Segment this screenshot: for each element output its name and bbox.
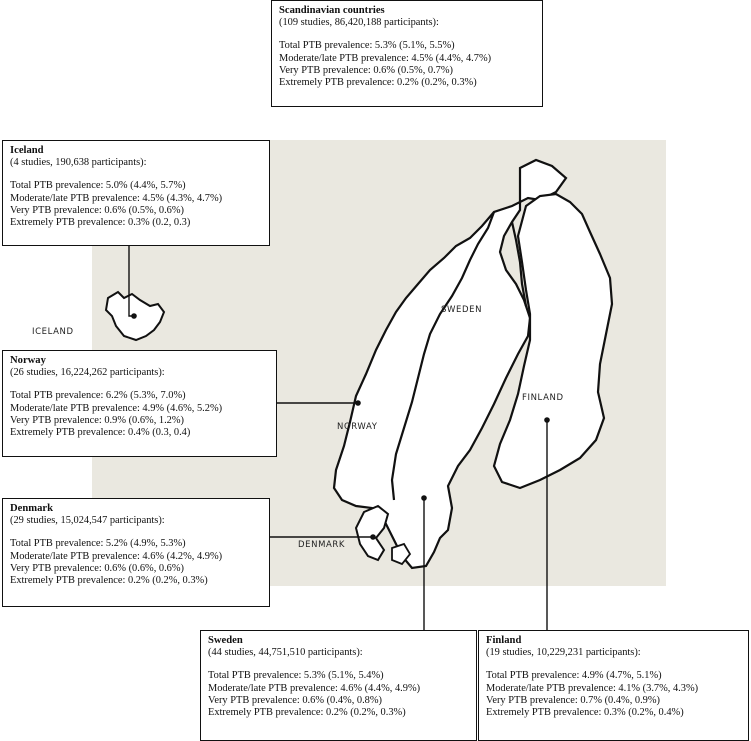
- total-ptb-line: Total PTB prevalence: 5.2% (4.9%, 5.3%): [10, 538, 186, 550]
- box-title: Scandinavian countries: [279, 5, 385, 16]
- total-ptb-line: Total PTB prevalence: 5.3% (5.1%, 5.5%): [279, 40, 455, 52]
- box-title: Iceland: [10, 145, 44, 156]
- box-subtitle: (26 studies, 16,224,262 participants):: [10, 367, 165, 379]
- map-label-iceland: ICELAND: [32, 327, 74, 337]
- box-title: Norway: [10, 355, 46, 366]
- denmark-info-box: [2, 498, 270, 607]
- map-label-finland: FINLAND: [522, 393, 564, 403]
- box-title: Finland: [486, 635, 522, 646]
- sweden-info-box: [200, 630, 477, 741]
- box-subtitle: (4 studies, 190,638 participants):: [10, 157, 147, 169]
- box-title: Sweden: [208, 635, 243, 646]
- very-ptb-line: Very PTB prevalence: 0.7% (0.4%, 0.9%): [486, 694, 660, 706]
- moderate-late-ptb-line: Moderate/late PTB prevalence: 4.5% (4.3%, 4.7%): [10, 192, 223, 204]
- norway-info-box: [2, 350, 277, 457]
- marker-finland: [544, 417, 550, 423]
- extremely-ptb-line: Extremely PTB prevalence: 0.4% (0.3, 0.4): [10, 427, 191, 439]
- map-label-norway: NORWAY: [337, 422, 378, 432]
- box-title: Denmark: [10, 503, 53, 514]
- moderate-late-ptb-line: Moderate/late PTB prevalence: 4.5% (4.4%, 4.7%): [279, 52, 492, 64]
- moderate-late-ptb-line: Moderate/late PTB prevalence: 4.9% (4.6%, 5.2%): [10, 402, 223, 414]
- moderate-late-ptb-line: Moderate/late PTB prevalence: 4.1% (3.7%, 4.3%): [486, 682, 699, 694]
- extremely-ptb-line: Extremely PTB prevalence: 0.2% (0.2%, 0.3%): [208, 707, 406, 719]
- marker-sweden: [421, 495, 427, 501]
- map-label-denmark: DENMARK: [298, 540, 346, 550]
- very-ptb-line: Very PTB prevalence: 0.6% (0.4%, 0.8%): [208, 694, 382, 706]
- moderate-late-ptb-line: Moderate/late PTB prevalence: 4.6% (4.4%, 4.9%): [208, 682, 421, 694]
- total-ptb-line: Total PTB prevalence: 5.3% (5.1%, 5.4%): [208, 670, 384, 682]
- marker-iceland: [131, 313, 137, 319]
- marker-denmark: [370, 534, 376, 540]
- total-ptb-line: Total PTB prevalence: 5.0% (4.4%, 5.7%): [10, 180, 186, 192]
- very-ptb-line: Very PTB prevalence: 0.6% (0.5%, 0.6%): [10, 204, 184, 216]
- total-ptb-line: Total PTB prevalence: 6.2% (5.3%, 7.0%): [10, 390, 186, 402]
- map-label-sweden: SWEDEN: [441, 305, 483, 315]
- moderate-late-ptb-line: Moderate/late PTB prevalence: 4.6% (4.2%, 4.9%): [10, 550, 223, 562]
- very-ptb-line: Very PTB prevalence: 0.6% (0.5%, 0.7%): [279, 64, 453, 76]
- very-ptb-line: Very PTB prevalence: 0.6% (0.6%, 0.6%): [10, 562, 184, 574]
- box-subtitle: (19 studies, 10,229,231 participants):: [486, 647, 641, 659]
- box-subtitle: (109 studies, 86,420,188 participants):: [279, 17, 439, 29]
- scandinavia-info-box: [271, 0, 543, 107]
- very-ptb-line: Very PTB prevalence: 0.9% (0.6%, 1.2%): [10, 414, 184, 426]
- box-subtitle: (29 studies, 15,024,547 participants):: [10, 515, 165, 527]
- extremely-ptb-line: Extremely PTB prevalence: 0.2% (0.2%, 0.3%): [279, 77, 477, 89]
- marker-norway: [355, 400, 361, 406]
- extremely-ptb-line: Extremely PTB prevalence: 0.3% (0.2%, 0.4%): [486, 707, 684, 719]
- box-subtitle: (44 studies, 44,751,510 participants):: [208, 647, 363, 659]
- extremely-ptb-line: Extremely PTB prevalence: 0.2% (0.2%, 0.3%): [10, 575, 208, 587]
- total-ptb-line: Total PTB prevalence: 4.9% (4.7%, 5.1%): [486, 670, 662, 682]
- iceland-info-box: [2, 140, 270, 246]
- extremely-ptb-line: Extremely PTB prevalence: 0.3% (0.2, 0.3): [10, 217, 191, 229]
- finland-info-box: [478, 630, 749, 741]
